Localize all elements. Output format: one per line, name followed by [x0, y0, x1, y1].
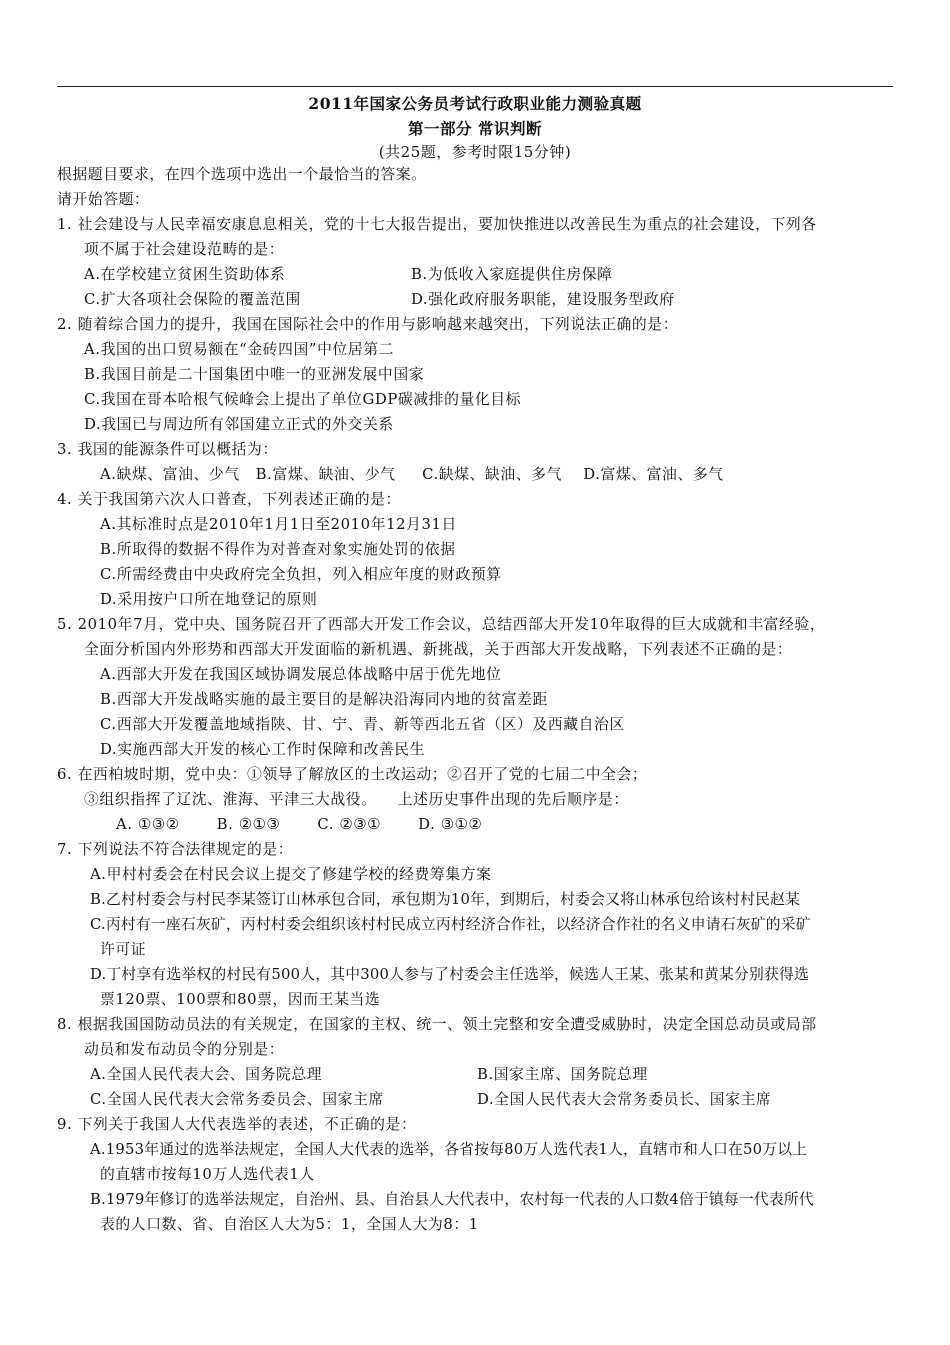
question-5-stem: 5. 2010年7月，党中央、国务院召开了西部大开发工作会议，总结西部大开发10年取得的巨大成就和丰富经验， — [57, 616, 826, 633]
question-1-option-a: A.在学校建立贫困生资助体系 — [84, 266, 286, 283]
instruction-line: 根据题目要求，在四个选项中选出一个最恰当的答案。 — [57, 166, 427, 183]
time-limit-note: (共25题，参考时限15分钟) — [378, 143, 572, 161]
question-6-stem-cont: ③组织指挥了辽沈、淮海、平津三大战役。 上述历史事件出现的先后顺序是： — [84, 791, 629, 808]
question-6-stem: 6. 在西柏坡时期，党中央：①领导了解放区的土改运动；②召开了党的七届二中全会； — [57, 766, 648, 783]
question-7-option-c-cont: 许可证 — [100, 941, 147, 958]
question-4-stem: 4. 关于我国第六次人口普查，下列表述正确的是： — [57, 491, 401, 508]
question-5-option-c: C.西部大开发覆盖地域指陕、甘、宁、青、新等西北五省（区）及西藏自治区 — [100, 716, 625, 733]
question-1-stem-cont: 项不属于社会建设范畴的是： — [84, 241, 285, 258]
question-7-option-a: A.甲村村委会在村民会议上提交了修建学校的经费筹集方案 — [90, 866, 492, 883]
question-7-option-d: D.丁村享有选举权的村民有500人，其中300人参与了村委会主任选举，候选人王某、张某和黄某分别获得选 — [90, 966, 809, 983]
question-8-option-b: B.国家主席、国务院总理 — [477, 1066, 648, 1083]
question-8-option-d: D.全国人民代表大会常务委员长、国家主席 — [477, 1091, 772, 1108]
question-9-stem: 9. 下列关于我国人大代表选举的表述，不正确的是： — [57, 1116, 417, 1133]
question-5-option-b: B.西部大开发战略实施的最主要目的是解决沿海同内地的贫富差距 — [100, 691, 548, 708]
question-7-option-c: C.丙村有一座石灰矿，丙村村委会组织该村村民成立丙村经济合作社，以经济合作社的名义申请石灰矿的采矿 — [90, 916, 811, 933]
question-3-options: A.缺煤、富油、少气 B.富煤、缺油、少气 C.缺煤、缺油、多气 D.富煤、富油、多气 — [100, 466, 724, 483]
instruction-start: 请开始答题： — [57, 191, 150, 208]
question-7-option-b: B.乙村村委会与村民李某签订山林承包合同，承包期为10年，到期后，村委会又将山林承包给该村村民赵某 — [90, 891, 801, 908]
question-5-option-a: A.西部大开发在我国区域协调发展总体战略中居于优先地位 — [100, 666, 502, 683]
question-2-option-a: A.我国的出口贸易额在“金砖四国”中位居第二 — [84, 341, 395, 358]
question-4-option-a: A.其标准时点是2010年1月1日至2010年12月31日 — [100, 516, 457, 533]
question-8-option-c: C.全国人民代表大会常务委员会、国家主席 — [90, 1091, 384, 1108]
question-2-option-b: B.我国目前是二十国集团中唯一的亚洲发展中国家 — [84, 366, 425, 383]
question-1-stem: 1. 社会建设与人民幸福安康息息相关，党的十七大报告提出，要加快推进以改善民生为重点的社会建设，下列各 — [57, 216, 817, 233]
question-4-option-b: B.所取得的数据不得作为对普查对象实施处罚的依据 — [100, 541, 456, 558]
question-9-option-b-cont: 表的人口数、省、自治区人大为5：1，全国人大为8：1 — [100, 1216, 479, 1233]
question-1-option-d: D.强化政府服务职能，建设服务型政府 — [411, 291, 675, 308]
question-2-option-d: D.我国已与周边所有邻国建立正式的外交关系 — [84, 416, 394, 433]
question-4-option-d: D.采用按户口所在地登记的原则 — [100, 591, 318, 608]
question-2-option-c: C.我国在哥本哈根气候峰会上提出了单位GDP碳减排的量化目标 — [84, 391, 522, 408]
question-5-option-d: D.实施西部大开发的核心工作时保障和改善民生 — [100, 741, 426, 758]
question-8-option-a: A.全国人民代表大会、国务院总理 — [90, 1066, 323, 1083]
header-rule — [57, 86, 893, 87]
question-8-stem-cont: 动员和发布动员令的分别是： — [84, 1041, 285, 1058]
question-1-option-b: B.为低收入家庭提供住房保障 — [411, 266, 613, 283]
question-7-stem: 7. 下列说法不符合法律规定的是： — [57, 841, 294, 858]
question-9-option-a-cont: 的直辖市按每10万人选代表1人 — [100, 1166, 315, 1183]
question-9-option-a: A.1953年通过的选举法规定，全国人大代表的选举，各省按每80万人选代表1人，直辖市和人口在50万以上 — [90, 1141, 808, 1158]
question-2-stem: 2. 随着综合国力的提升，我国在国际社会中的作用与影响越来越突出，下列说法正确的是： — [57, 316, 679, 333]
question-6-options: A. ①③② B. ②①③ C. ②③① D. ③①② — [116, 816, 483, 833]
question-3-stem: 3. 我国的能源条件可以概括为： — [57, 441, 278, 458]
question-8-stem: 8. 根据我国国防动员法的有关规定，在国家的主权、统一、领土完整和安全遭受威胁时，决定全国总动员或局部 — [57, 1016, 817, 1033]
question-4-option-c: C.所需经费由中央政府完全负担，列入相应年度的财政预算 — [100, 566, 502, 583]
part-heading: 第一部分 常识判断 — [408, 119, 542, 138]
question-7-option-d-cont: 票120票、100票和80票，因而王某当选 — [100, 991, 381, 1008]
document-title: 2011年国家公务员考试行政职业能力测验真题 — [308, 94, 642, 113]
question-9-option-b: B.1979年修订的选举法规定，自治州、县、自治县人大代表中，农村每一代表的人口数4倍于镇每一代表所代 — [90, 1191, 814, 1208]
question-5-stem-cont: 全面分析国内外形势和西部大开发面临的新机遇、新挑战，关于西部大开发战略，下列表述不正确的是： — [84, 641, 793, 658]
question-1-option-c: C.扩大各项社会保险的覆盖范围 — [84, 291, 301, 308]
